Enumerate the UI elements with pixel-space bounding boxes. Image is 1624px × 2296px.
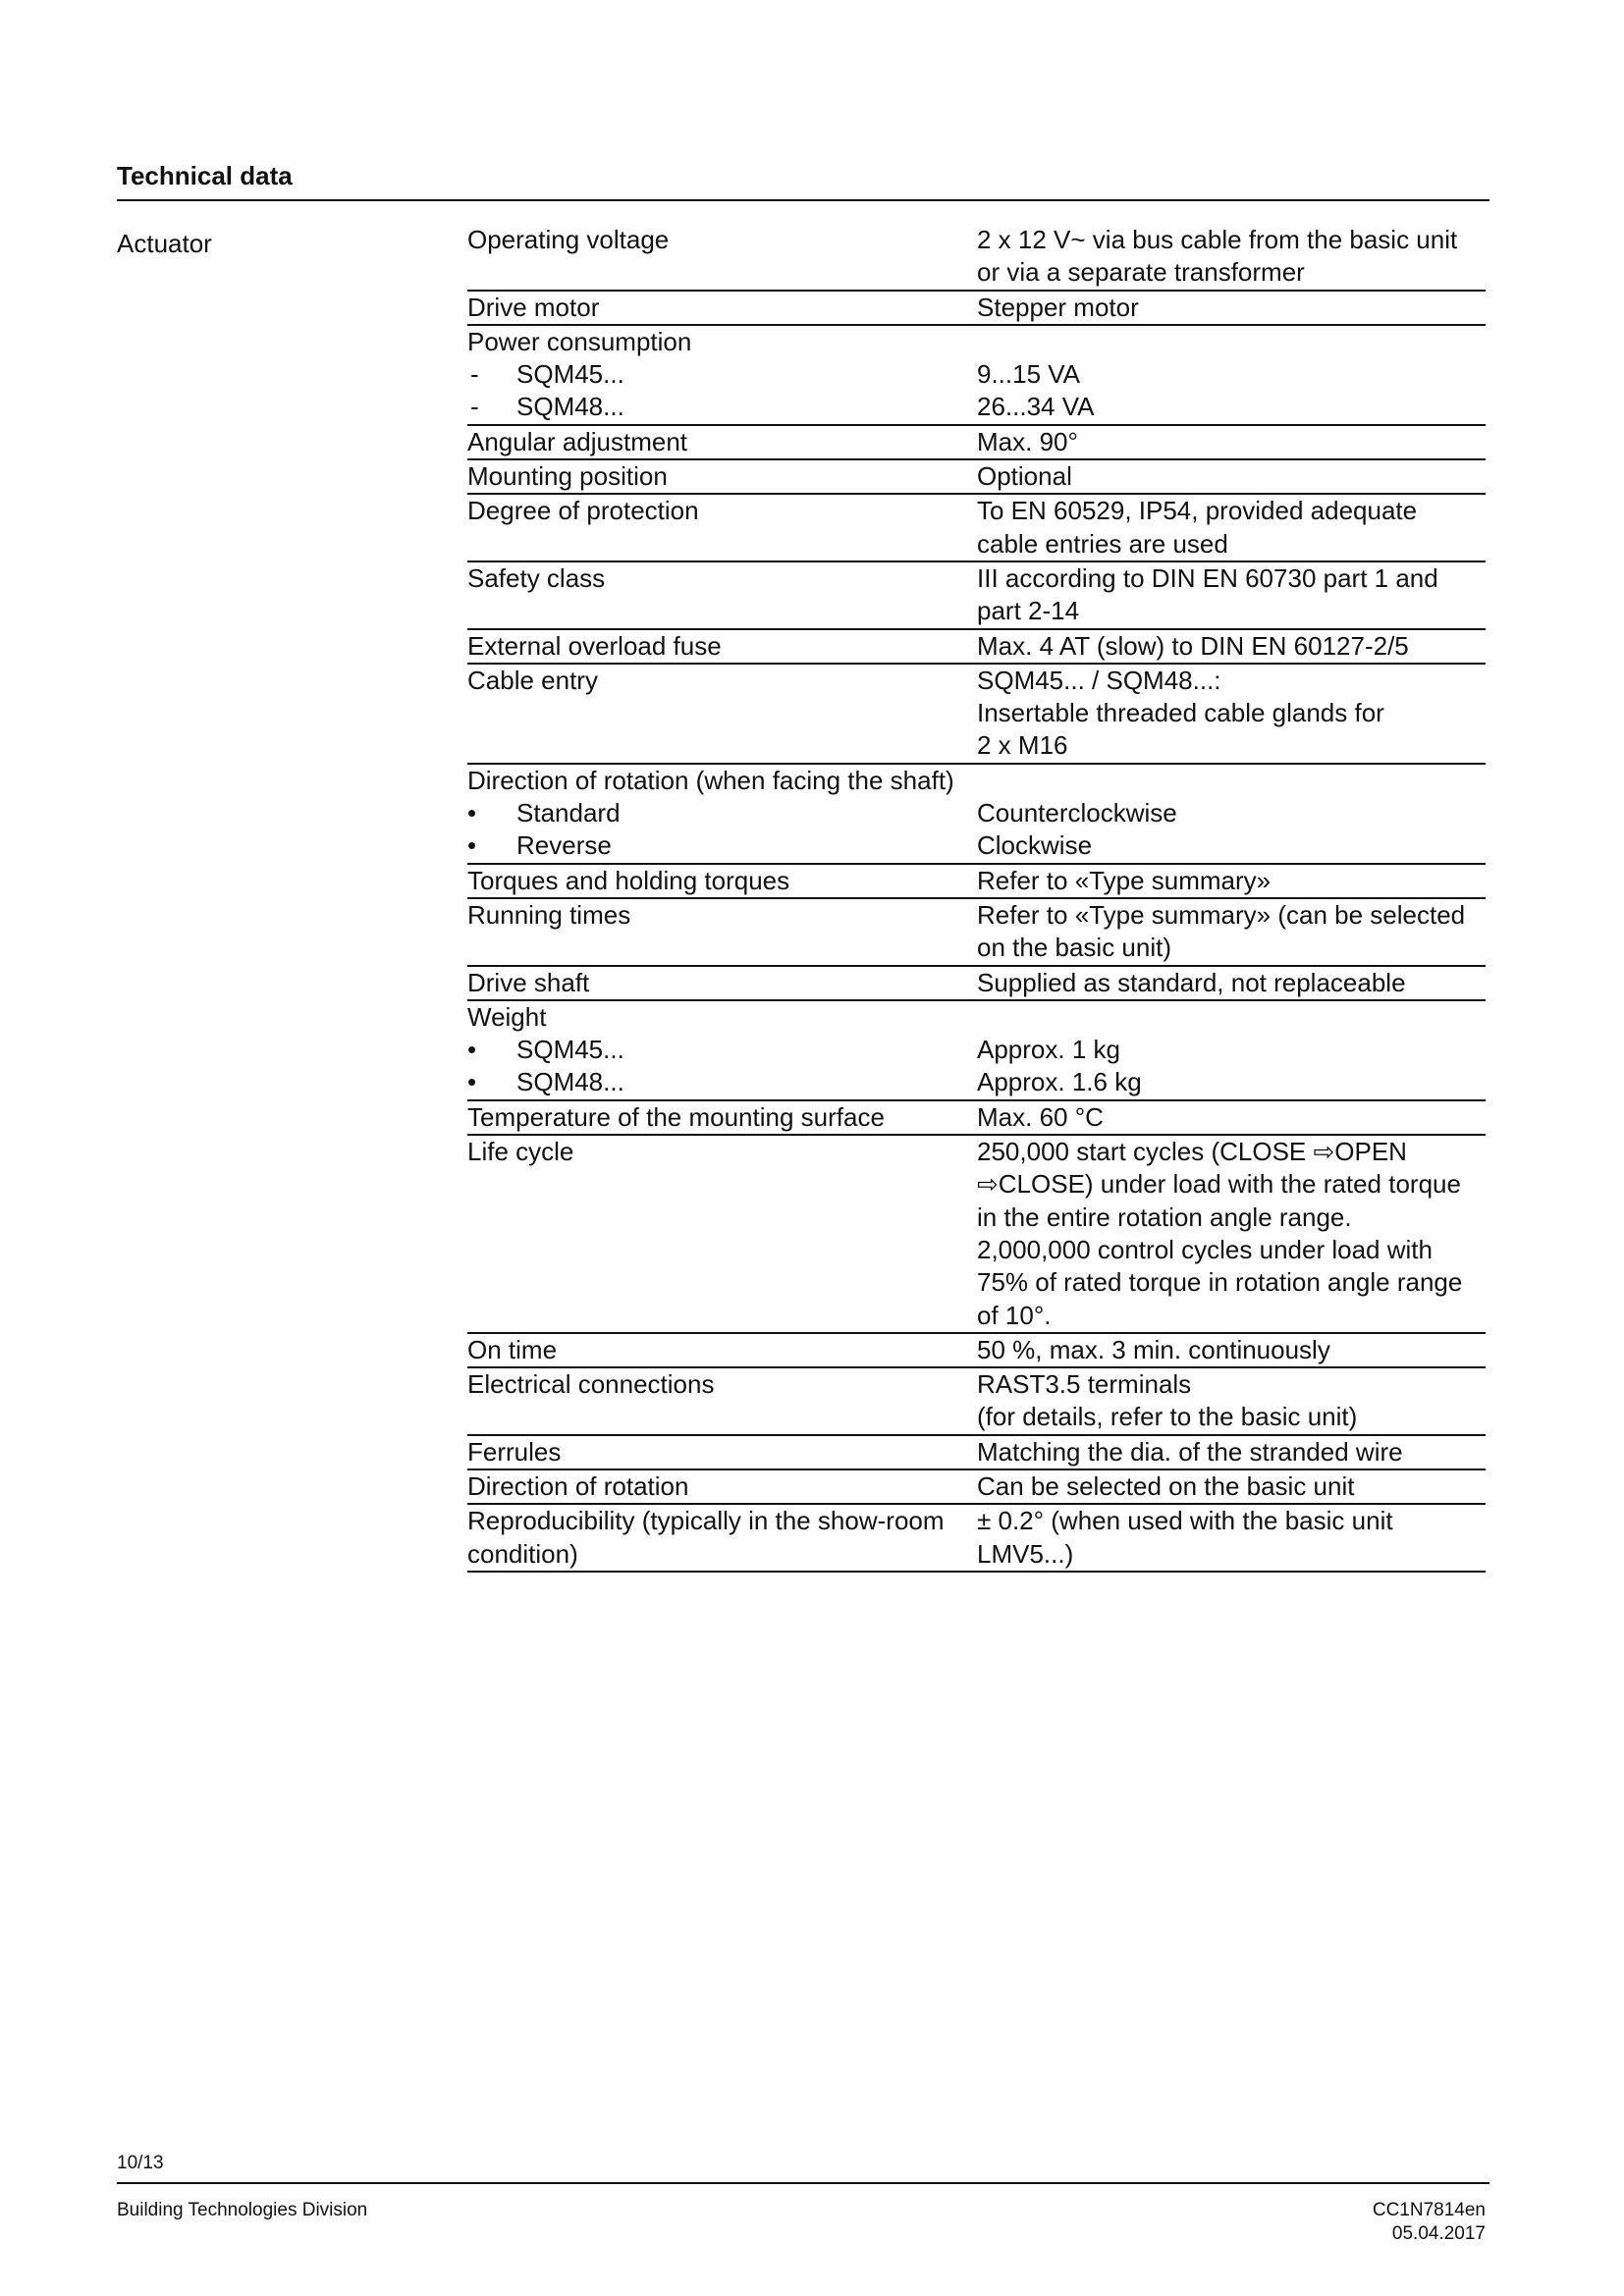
spec-value (977, 292, 1486, 324)
spec-row (467, 495, 1486, 562)
spec-value (977, 1334, 1486, 1366)
spec-value-line: Refer to «Type summary» (977, 865, 1272, 895)
document-date: 05.04.2017 (1391, 2223, 1486, 2244)
spec-value (977, 1136, 1486, 1332)
spec-label (467, 865, 977, 897)
spec-sub-item (467, 797, 971, 829)
spec-value (977, 630, 1486, 663)
spec-row (467, 1368, 1486, 1436)
spec-value-line: RAST3.5 terminals (977, 1369, 1192, 1400)
spec-value-line: ± 0.2° (when used with the basic unit (977, 1506, 1393, 1536)
spec-value-line: Refer to «Type summary» (can be selected (977, 899, 1466, 930)
spec-value (977, 665, 1486, 763)
spec-label (467, 224, 977, 290)
bullet-marker: • (467, 798, 477, 828)
dash-marker: - (470, 392, 479, 422)
section-heading: Technical data (117, 161, 293, 190)
spec-sub-label: SQM48... (516, 1067, 624, 1097)
spec-label (467, 326, 977, 424)
spec-value-line: Matching the dia. of the stranded wire (977, 1436, 1403, 1467)
spec-value-line: Can be selected on the basic unit (977, 1470, 1355, 1501)
bullet-marker: • (467, 1067, 477, 1097)
spec-sub-label: SQM48... (516, 392, 624, 422)
spec-label (467, 1136, 977, 1332)
section-label: Actuator (117, 229, 212, 258)
spec-value-line: of 10°. (977, 1300, 1052, 1330)
spec-label-line: Power consumption (467, 326, 692, 356)
spec-value (977, 865, 1486, 897)
spec-label-line: Drive motor (467, 292, 600, 322)
spec-sub-label: Standard (516, 798, 621, 828)
spec-value-line (977, 1001, 1486, 1034)
footer-division: Building Technologies Division (117, 2200, 368, 2220)
spec-label (467, 630, 977, 663)
spec-label (467, 495, 977, 561)
footer-divider (117, 2182, 1489, 2184)
spec-label (467, 1470, 977, 1503)
spec-value-line: ⇨CLOSE) under load with the rated torque (977, 1169, 1461, 1200)
spec-row (467, 1136, 1486, 1334)
spec-value-line: part 2-14 (977, 596, 1080, 626)
spec-label (467, 1101, 977, 1134)
spec-sub-value: 26...34 VA (977, 392, 1095, 422)
spec-label-line: Mounting position (467, 461, 668, 492)
heading-divider (117, 199, 1489, 201)
spec-value (977, 1505, 1486, 1571)
dash-marker: - (470, 359, 479, 390)
spec-label-line: Weight (467, 1001, 547, 1032)
spec-label-line: Safety class (467, 562, 606, 593)
spec-label-line: Life cycle (467, 1137, 574, 1167)
spec-label-line: Running times (467, 899, 631, 930)
spec-row (467, 1001, 1486, 1101)
spec-value-line: SQM45... / SQM48...: (977, 665, 1221, 695)
spec-sub-label: Reverse (516, 830, 612, 861)
spec-value (977, 1470, 1486, 1503)
spec-value (977, 326, 1486, 424)
spec-sub-item (467, 829, 971, 862)
spec-label (467, 460, 977, 493)
spec-value-line: To EN 60529, IP54, provided adequate (977, 496, 1418, 526)
spec-label-line: Reproducibility (typically in the show-room (467, 1506, 945, 1536)
spec-label (467, 1001, 977, 1099)
spec-value-line: 2,000,000 control cycles under load with (977, 1234, 1433, 1264)
bullet-marker: • (467, 830, 477, 861)
spec-value (977, 899, 1486, 965)
spec-label (467, 1436, 977, 1468)
spec-value (977, 1001, 1486, 1099)
spec-label-line: Electrical connections (467, 1369, 715, 1400)
spec-value-line: on the basic unit) (977, 933, 1172, 963)
spec-value (977, 426, 1486, 458)
spec-label (467, 967, 977, 999)
spec-sub-item (467, 358, 971, 391)
spec-row (467, 426, 1486, 460)
spec-value-line: Optional (977, 461, 1072, 492)
spec-row (467, 292, 1486, 326)
spec-label-line: Torques and holding torques (467, 865, 790, 895)
spec-label-line: Cable entry (467, 665, 598, 695)
spec-sub-item (467, 1066, 971, 1098)
spec-value-line: Max. 60 °C (977, 1101, 1104, 1132)
spec-label (467, 665, 977, 763)
spec-label-line: Degree of protection (467, 496, 699, 526)
spec-value-line: 250,000 start cycles (CLOSE ⇨OPEN (977, 1137, 1407, 1167)
spec-row (467, 1505, 1486, 1573)
spec-row (467, 865, 1486, 899)
spec-value (977, 967, 1486, 999)
spec-label-line: External overload fuse (467, 630, 722, 661)
spec-sub-item (467, 1034, 971, 1066)
spec-value (977, 562, 1486, 628)
spec-sub-value: 9...15 VA (977, 359, 1081, 390)
spec-label-line: Direction of rotation (when facing the shaft) (467, 765, 954, 795)
spec-row (467, 224, 1486, 292)
spec-row (467, 665, 1486, 765)
spec-label-line: Direction of rotation (467, 1470, 689, 1501)
spec-row (467, 630, 1486, 665)
spec-sub-value: Approx. 1.6 kg (977, 1067, 1142, 1097)
spec-value-line: Max. 4 AT (slow) to DIN EN 60127-2/5 (977, 630, 1409, 661)
spec-label (467, 1505, 977, 1571)
bullet-marker: • (467, 1035, 477, 1065)
spec-label-line: Temperature of the mounting surface (467, 1101, 885, 1132)
spec-value-line: 2 x 12 V~ via bus cable from the basic unit (977, 225, 1458, 254)
spec-row (467, 326, 1486, 426)
spec-row (467, 765, 1486, 865)
spec-value-line: LMV5...) (977, 1538, 1074, 1569)
spec-label (467, 292, 977, 324)
spec-label (467, 765, 977, 863)
spec-value-line: Max. 90° (977, 426, 1078, 456)
spec-row (467, 899, 1486, 967)
spec-value-line: III according to DIN EN 60730 part 1 and (977, 562, 1438, 593)
spec-label (467, 899, 977, 965)
spec-label-line: Angular adjustment (467, 426, 688, 456)
spec-value-line: (for details, refer to the basic unit) (977, 1402, 1358, 1432)
spec-row (467, 562, 1486, 630)
spec-value-line: Supplied as standard, not replaceable (977, 967, 1406, 997)
spec-sub-label: SQM45... (516, 359, 624, 390)
page-number: 10/13 (117, 2153, 164, 2173)
spec-label (467, 562, 977, 628)
spec-row (467, 460, 1486, 495)
spec-row (467, 1470, 1486, 1505)
spec-label (467, 426, 977, 458)
spec-value-line: cable entries are used (977, 528, 1228, 559)
spec-value-line: in the entire rotation angle range. (977, 1201, 1352, 1232)
spec-value (977, 460, 1486, 493)
spec-row (467, 1436, 1486, 1470)
spec-value-line: 50 %, max. 3 min. continuously (977, 1334, 1330, 1364)
spec-value-line: 75% of rated torque in rotation angle range (977, 1267, 1463, 1298)
spec-sub-value: Approx. 1 kg (977, 1035, 1120, 1065)
spec-sub-label: SQM45... (516, 1035, 624, 1065)
spec-label-line: condition) (467, 1538, 578, 1569)
spec-label-line: Drive shaft (467, 967, 590, 997)
spec-value-line (977, 765, 1486, 797)
spec-sub-value: Counterclockwise (977, 798, 1177, 828)
spec-value-line (977, 326, 1486, 358)
spec-label (467, 1368, 977, 1434)
spec-value-line: or via a separate transformer (977, 257, 1305, 288)
spec-value (977, 1368, 1486, 1434)
document-number: CC1N7814en (1372, 2200, 1486, 2220)
spec-row (467, 1101, 1486, 1136)
spec-label-line: On time (467, 1334, 558, 1364)
spec-value (977, 1436, 1486, 1468)
spec-value (977, 224, 1486, 290)
spec-label-line: Operating voltage (467, 225, 670, 254)
spec-row (467, 967, 1486, 1001)
spec-value-line: 2 x M16 (977, 730, 1068, 761)
spec-value-line: Stepper motor (977, 292, 1139, 322)
spec-value (977, 1101, 1486, 1134)
spec-row (467, 1334, 1486, 1368)
spec-value-line: Insertable threaded cable glands for (977, 698, 1384, 728)
spec-label (467, 1334, 977, 1366)
spec-table (467, 224, 1486, 1573)
spec-label-line: Ferrules (467, 1436, 562, 1467)
spec-value (977, 495, 1486, 561)
spec-value (977, 765, 1486, 863)
spec-sub-item (467, 391, 971, 423)
spec-sub-value: Clockwise (977, 830, 1093, 861)
